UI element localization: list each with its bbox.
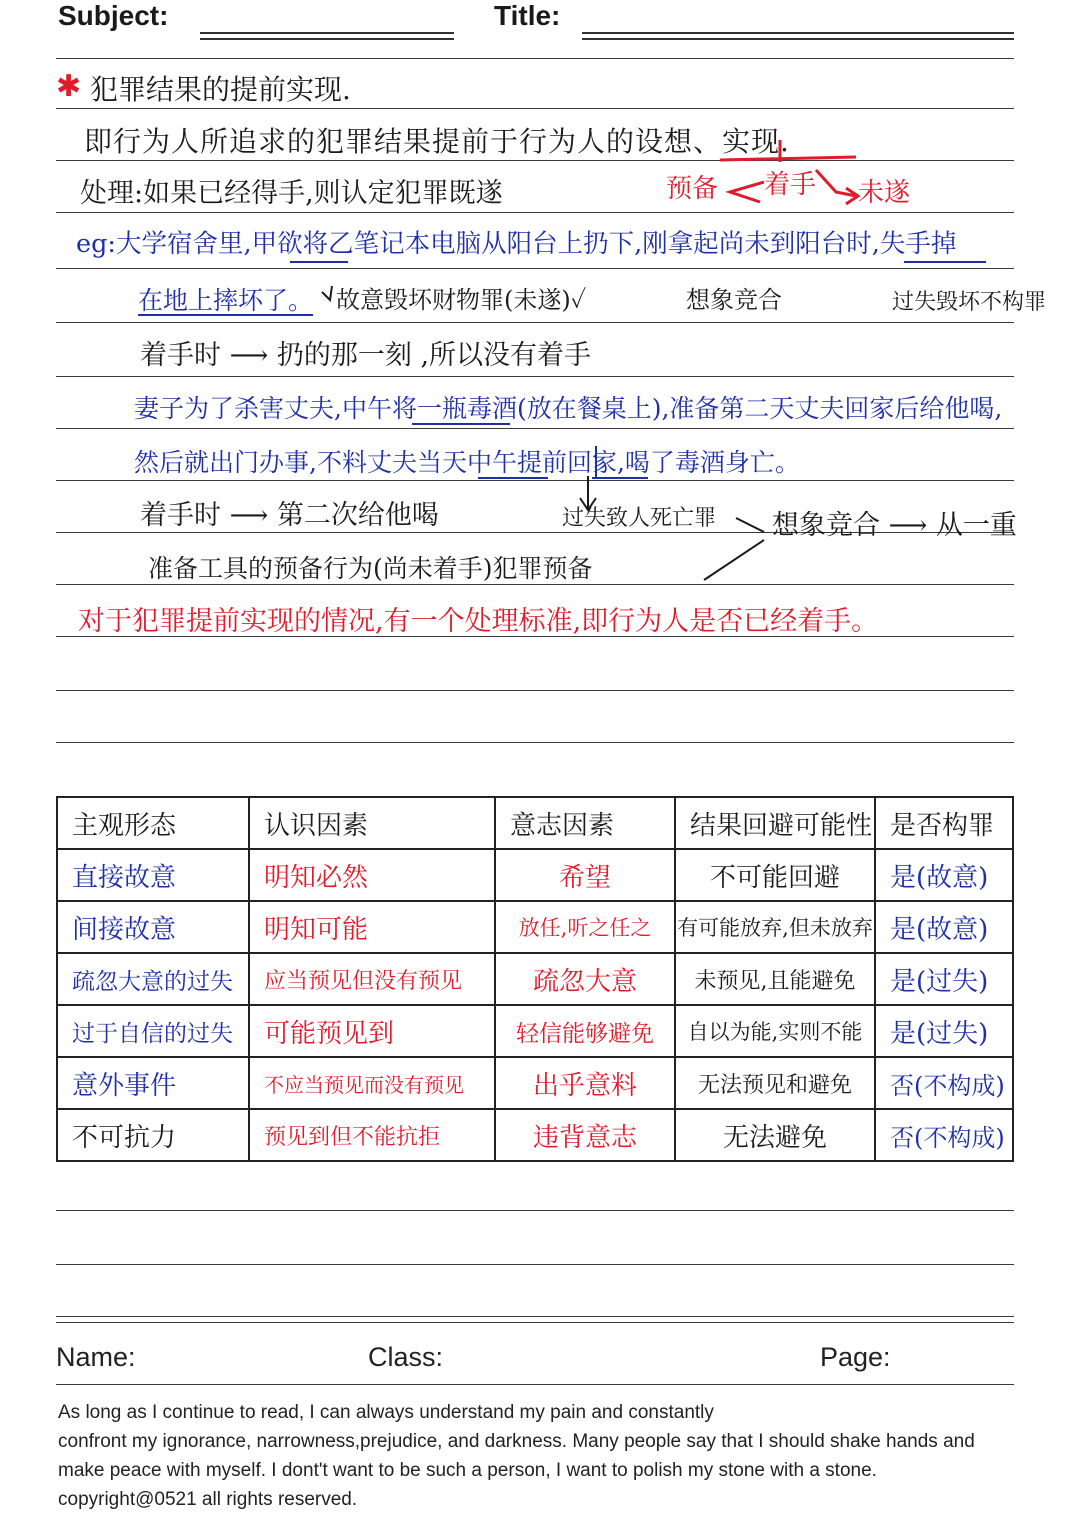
table-cell: 是(故意) xyxy=(875,849,1013,901)
stage-unfinished: 未遂 xyxy=(858,178,911,208)
table-cell: 意外事件 xyxy=(57,1057,249,1109)
table-cell: 有可能放弃,但未放弃 xyxy=(675,901,875,953)
table-cell: 是(过失) xyxy=(875,953,1013,1005)
table-header-row xyxy=(57,797,1013,849)
culpability-table xyxy=(56,796,1014,1162)
arrow-down-icon xyxy=(322,286,332,300)
table-cell: 明知可能 xyxy=(249,901,495,953)
ruled-line xyxy=(56,1322,1014,1323)
table-cell: 直接故意 xyxy=(57,849,249,901)
table-row xyxy=(57,1005,1013,1057)
example-1-line-2: 在地上摔坏了。 xyxy=(138,286,314,315)
processing-rule: 对于犯罪提前实现的情况,有一个处理标准,即行为人是否已经着手。 xyxy=(78,606,879,637)
table-cell: 希望 xyxy=(495,849,675,901)
table-cell: 未预见,且能避免 xyxy=(675,953,875,1005)
table-cell: 疏忽大意的过失 xyxy=(57,953,249,1005)
example-2-line-3: 着手时 ⟶ 第二次给他喝 xyxy=(140,500,439,531)
example-2-line-4: 准备工具的预备行为(尚未着手)犯罪预备 xyxy=(148,554,593,583)
table-cell: 间接故意 xyxy=(57,901,249,953)
quote-line: confront my ignorance, narrowness,prejudice, and darkness. Many people say that I should shake hands and xyxy=(58,1431,975,1452)
table-row xyxy=(57,1057,1013,1109)
table-header-cell: 是否构罪 xyxy=(875,797,1013,849)
ruled-line xyxy=(56,1264,1014,1265)
table-header-cell: 认识因素 xyxy=(249,797,495,849)
table-cell: 是(过失) xyxy=(875,1005,1013,1057)
table-cell: 不可抗力 xyxy=(57,1109,249,1161)
table-cell: 否(不构成) xyxy=(875,1057,1013,1109)
title-label: Title: xyxy=(494,0,561,31)
table-row xyxy=(57,1109,1013,1161)
example-1-line-1: eg:大学宿舍里,甲欲将乙笔记本电脑从阳台上扔下,刚拿起尚未到阳台时,失手掉 xyxy=(76,229,957,259)
arrow-left-icon xyxy=(730,182,764,202)
table-cell: 明知必然 xyxy=(249,849,495,901)
table-header-cell: 意志因素 xyxy=(495,797,675,849)
table-cell: 无法预见和避免 xyxy=(675,1057,875,1109)
example-2-line-1: 妻子为了杀害丈夫,中午将一瓶毒酒(放在餐桌上),准备第二天丈夫回家后给他喝, xyxy=(134,394,1003,423)
example-1-line-3: 着手时 ⟶ 扔的那一刻 ,所以没有着手 xyxy=(140,340,592,371)
star-icon: ✱ xyxy=(56,69,82,104)
stage-preparation: 预备 xyxy=(666,174,719,204)
table-header-cell: 主观形态 xyxy=(57,797,249,849)
table-cell: 疏忽大意 xyxy=(495,953,675,1005)
ruled-line xyxy=(56,1384,1014,1385)
quote-line: make peace with myself. I dont't want to be such a person, I want to polish my stone with a stone. xyxy=(58,1460,877,1481)
table-cell: 可能预见到 xyxy=(249,1005,495,1057)
example-2-concurrence: 想象竞合 ⟶ 从一重 xyxy=(772,510,1017,541)
table-cell: 无法避免 xyxy=(675,1109,875,1161)
example-1-verdict: 故意毁坏财物罪(未遂)✓ xyxy=(336,286,587,314)
example-1-negligence: 过失毁坏不构罪 xyxy=(892,290,1047,315)
ink-marks xyxy=(0,0,1080,760)
table-cell: 不可能回避 xyxy=(675,849,875,901)
stage-baseline xyxy=(720,157,856,160)
table-header-cell: 结果回避可能性 xyxy=(675,797,875,849)
note-handling: 处理:如果已经得手,则认定犯罪既遂 xyxy=(80,178,503,209)
table-cell: 过于自信的过失 xyxy=(57,1005,249,1057)
table-row xyxy=(57,849,1013,901)
table-cell: 是(故意) xyxy=(875,901,1013,953)
class-label: Class: xyxy=(368,1342,444,1372)
example-2-negligent-homicide: 过失致人死亡罪 xyxy=(562,506,717,531)
ruled-line xyxy=(56,1316,1014,1317)
example-2-line-2: 然后就出门办事,不料丈夫当天中午提前回家,喝了毒酒身亡。 xyxy=(134,448,800,477)
ruled-line xyxy=(56,1210,1014,1211)
table-cell: 轻信能够避免 xyxy=(495,1005,675,1057)
note-definition: 即行为人所追求的犯罪结果提前于行为人的设想、实现. xyxy=(84,125,790,158)
table-row xyxy=(57,901,1013,953)
table-cell: 应当预见但没有预见 xyxy=(249,953,495,1005)
note-heading: 犯罪结果的提前实现. xyxy=(90,73,351,106)
name-label: Name: xyxy=(56,1342,136,1372)
table-cell: 自以为能,实则不能 xyxy=(675,1005,875,1057)
table-cell: 不应当预见而没有预见 xyxy=(249,1057,495,1109)
table-cell: 否(不构成) xyxy=(875,1109,1013,1161)
page-label: Page: xyxy=(820,1342,891,1372)
subject-label: Subject: xyxy=(58,0,169,31)
table-row xyxy=(57,953,1013,1005)
example-1-concurrence: 想象竞合 xyxy=(686,286,782,314)
table-cell: 预见到但不能抗拒 xyxy=(249,1109,495,1161)
table-cell: 出乎意料 xyxy=(495,1057,675,1109)
copyright-line: copyright@0521 all rights reserved. xyxy=(58,1489,358,1510)
table-cell: 违背意志 xyxy=(495,1109,675,1161)
table-cell: 放任,听之任之 xyxy=(495,901,675,953)
footer-quote xyxy=(58,1398,1018,1514)
stage-commencement: 着手 xyxy=(764,170,817,200)
quote-line: As long as I continue to read, I can always understand my pain and constantly xyxy=(58,1402,714,1423)
